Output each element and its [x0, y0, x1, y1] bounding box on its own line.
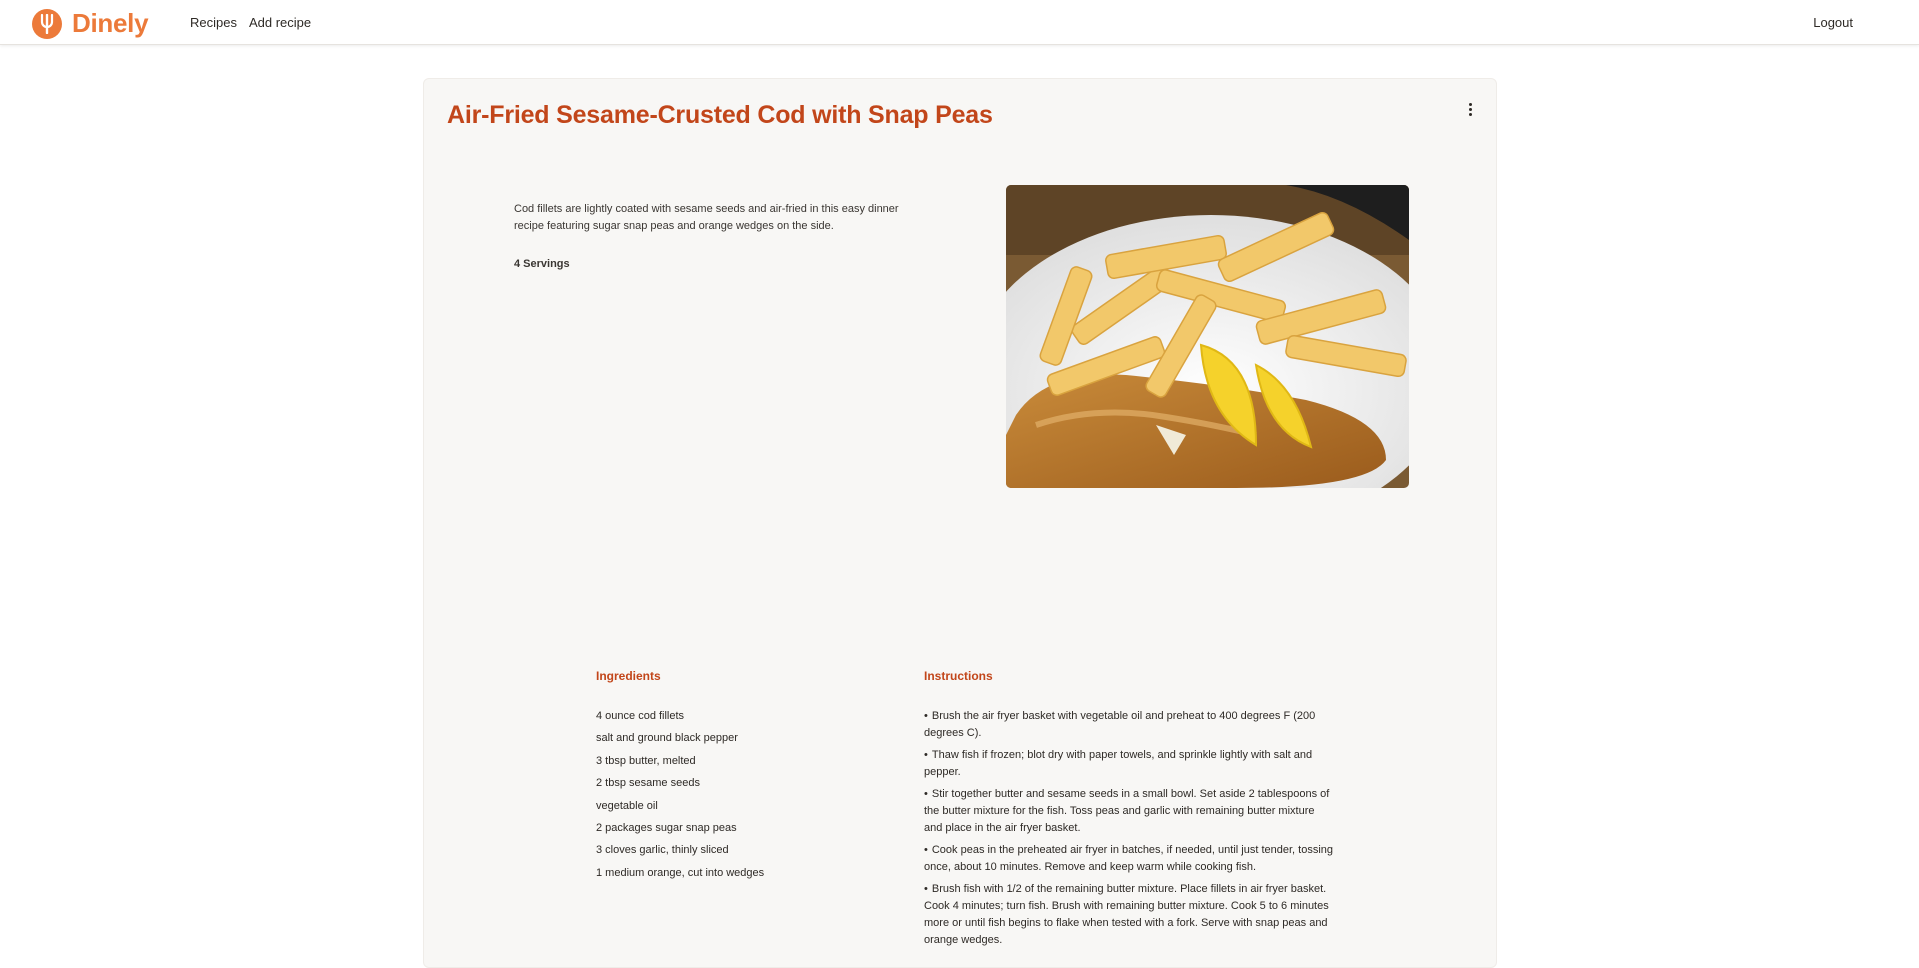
bullet-icon: •: [924, 883, 928, 895]
brand-name: Dinely: [72, 8, 149, 38]
nav-add-recipe[interactable]: Add recipe: [248, 15, 312, 30]
instruction-step: • Cook peas in the preheated air fryer in batches, if needed, until just tender, tossing once, about 10 minutes. Remove and keep warm while cooking fish.: [924, 844, 1333, 873]
ingredient-item: 3 cloves garlic, thinly sliced: [596, 844, 729, 857]
ingredient-item: 3 tbsp butter, melted: [596, 754, 696, 767]
kebab-menu-icon[interactable]: [1464, 101, 1476, 117]
bullet-icon: •: [924, 710, 928, 722]
ingredients-heading: Ingredients: [596, 669, 661, 683]
bullet-icon: •: [924, 749, 928, 761]
instruction-step: • Brush fish with 1/2 of the remaining butter mixture. Place fillets in air fryer basket. Cook 4 minutes; turn fish. Brush with remaining butter mixture. Cook 5 to 6 minutes more or until fish begins to flake when tested with a fork. Serve with snap peas and orange wedges.: [924, 883, 1329, 946]
instructions-list: [924, 708, 1334, 954]
ingredient-item: 1 medium orange, cut into wedges: [596, 866, 765, 879]
ingredients-list: [596, 708, 764, 887]
instruction-step: • Brush the air fryer basket with vegetable oil and preheat to 400 degrees F (200 degrees C).: [924, 710, 1316, 739]
instruction-step: • Thaw fish if frozen; blot dry with paper towels, and sprinkle lightly with salt and pepper.: [924, 749, 1313, 778]
logout-link[interactable]: Logout: [1813, 15, 1853, 30]
ingredient-item: vegetable oil: [596, 799, 658, 812]
instruction-step: • Stir together butter and sesame seeds in a small bowl. Set aside 2 tablespoons of the butter mixture for the fish. Toss peas and garlic with remaining butter mixture and place in the air fryer basket.: [924, 788, 1330, 834]
ingredient-item: 2 packages sugar snap peas: [596, 821, 737, 834]
ingredient-item: 2 tbsp sesame seeds: [596, 777, 700, 790]
recipe-card: [423, 78, 1497, 968]
recipe-servings: 4 Servings: [514, 258, 570, 270]
recipe-title: Air-Fried Sesame-Crusted Cod with Snap Peas: [447, 101, 993, 129]
recipe-description: Cod fillets are lightly coated with sesame seeds and air-fried in this easy dinner recipe featuring sugar snap peas and orange wedges on the side.: [514, 203, 899, 232]
instructions-heading: Instructions: [924, 669, 993, 683]
recipe-photo: [1006, 185, 1409, 488]
main-nav: [190, 15, 311, 30]
nav-recipes[interactable]: Recipes: [190, 15, 237, 30]
ingredient-item: 4 ounce cod fillets: [596, 710, 685, 722]
brand[interactable]: [32, 8, 148, 39]
fork-icon: [32, 9, 62, 39]
top-navbar: [0, 0, 1919, 45]
bullet-icon: •: [924, 844, 928, 856]
bullet-icon: •: [924, 788, 928, 800]
ingredient-item: salt and ground black pepper: [596, 732, 738, 745]
